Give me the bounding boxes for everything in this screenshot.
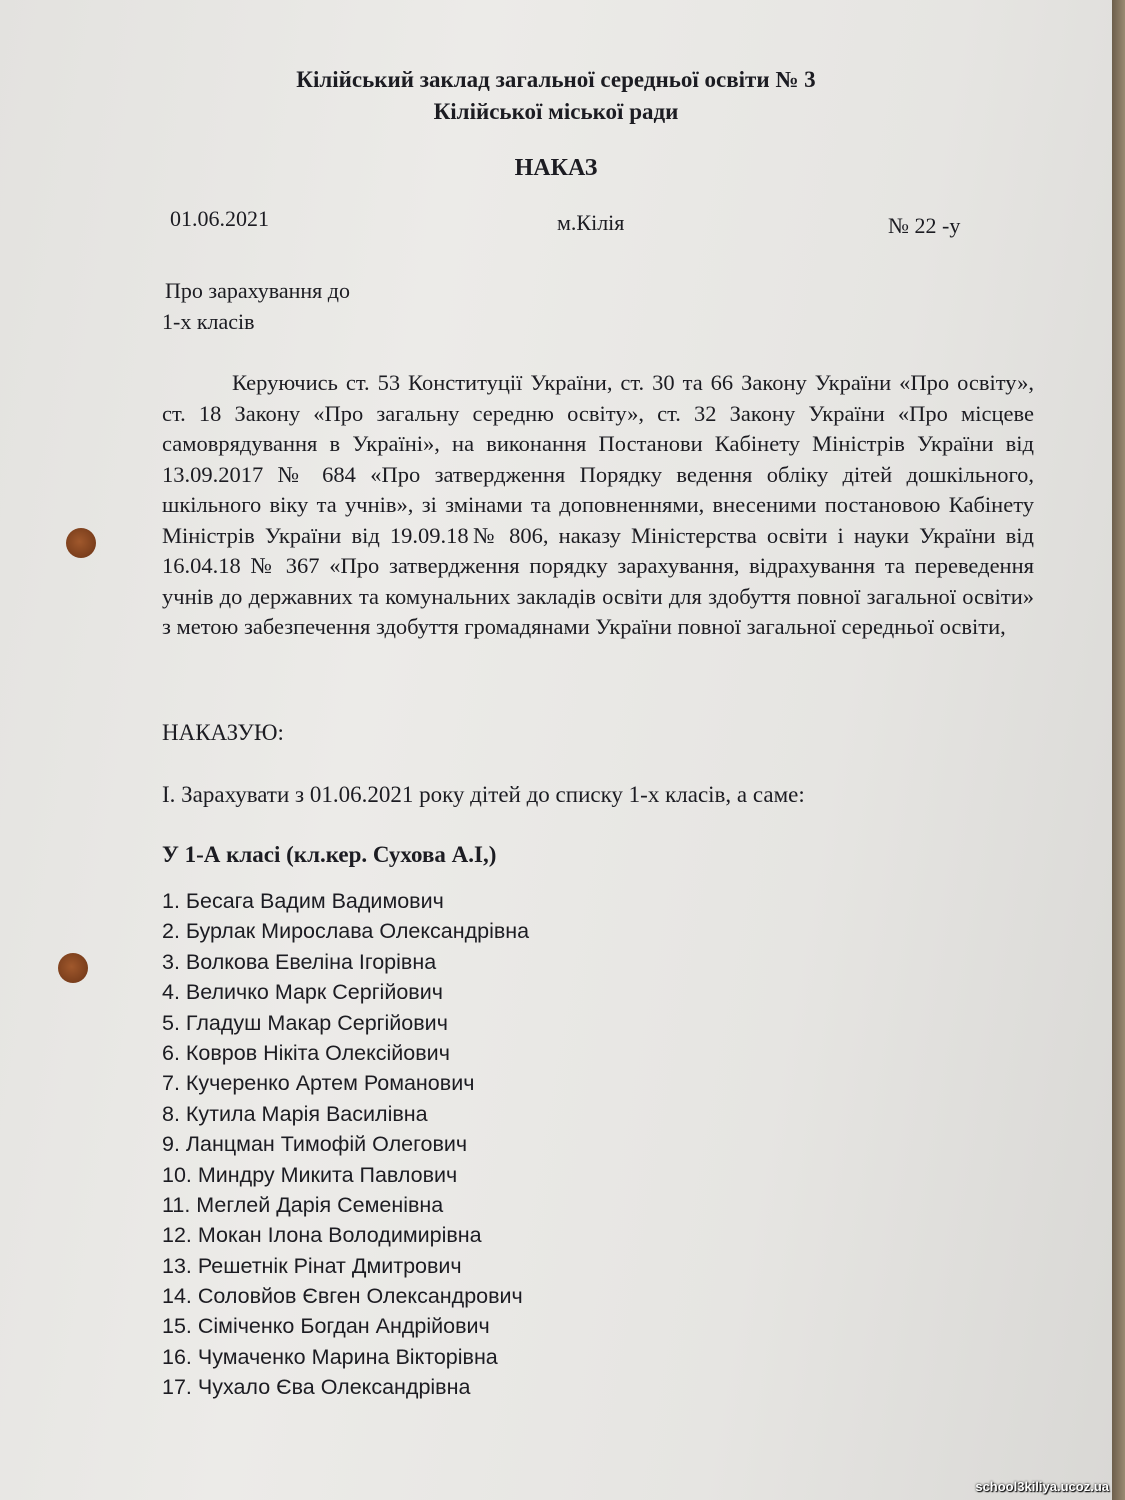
list-item: 12. Мокан Ілона Володимирівна — [162, 1223, 482, 1248]
list-item: 10. Миндру Микита Павлович — [162, 1162, 458, 1187]
list-item: 11. Меглей Дарія Семенівна — [162, 1192, 444, 1217]
institution-name-line2: Кілійської міської ради — [433, 99, 679, 124]
punch-hole-bottom — [58, 953, 88, 983]
list-item: 14. Соловйов Євген Олександрович — [162, 1284, 523, 1309]
list-item: 8. Кутила Марія Василівна — [162, 1101, 428, 1126]
subject-line1: Про зарахування до — [165, 278, 350, 303]
list-item: 3. Волкова Евеліна Ігорівна — [162, 949, 437, 974]
list-item: 13. Решетнік Рінат Дмитрович — [162, 1253, 462, 1278]
background-edge — [1112, 0, 1125, 1500]
list-item: 4. Величко Марк Сергійович — [162, 980, 443, 1005]
class-heading: У 1-А класі (кл.кер. Сухова А.І,) — [162, 842, 497, 867]
list-item: 17. Чухало Єва Олександрівна — [162, 1375, 471, 1400]
document-type: НАКАЗ — [514, 155, 598, 181]
site-watermark: school3kiliya.ucoz.ua — [975, 1479, 1109, 1494]
subject-line2: 1-х класів — [162, 309, 255, 334]
institution-name-line1: Кілійський заклад загальної середньої освіти № 3 — [296, 67, 816, 92]
list-item: 15. Сіміченко Богдан Андрійович — [162, 1314, 490, 1339]
preamble-paragraph: Керуючись ст. 53 Конституції України, ст. 30 та 66 Закону України «Про освіту», ст. 18 Закону «Про загальну середню освіту», ст. 32 Закону України «Про місцеве самоврядування в Україні», на виконання Постанови Кабінету Міністрів України від 13.09.2017 № 684 «Про затвердження Порядку ведення обліку дітей дошкільного, шкільного віку та учнів», зі змінами та доповненнями, внесеними постановою Кабінету Міністрів України від 19.09.18№ 806, наказу Міністерства освіти і науки України від 16.04.18 № 367 «Про затвердження порядку зарахування, відрахування та переведення учнів до державних та комунальних закладів освіти для здобуття повної загальної освіти» з метою забезпечення здобуття громадянами України повної загальної середньої освіти, — [162, 370, 1034, 639]
order-date: 01.06.2021 — [170, 206, 269, 231]
list-item: 9. Ланцман Тимофій Олегович — [162, 1132, 468, 1157]
list-item: 2. Бурлак Мирослава Олександрівна — [162, 919, 530, 944]
punch-hole-top — [66, 528, 96, 558]
order-item-1: I. Зарахувати з 01.06.2021 року дітей до списку 1-х класів, а саме: — [162, 782, 805, 807]
list-item: 7. Кучеренко Артем Романович — [162, 1071, 475, 1096]
order-number: № 22 -у — [888, 213, 961, 238]
student-list — [162, 886, 529, 1403]
list-item: 1. Бесага Вадим Вадимович — [162, 889, 444, 913]
list-item: 6. Ковров Нікіта Олексійович — [162, 1040, 450, 1065]
order-word: НАКАЗУЮ: — [162, 720, 284, 745]
list-item: 5. Гладуш Макар Сергійович — [162, 1010, 448, 1035]
list-item: 16. Чумаченко Марина Вікторівна — [162, 1344, 498, 1369]
order-city: м.Кілія — [557, 210, 625, 235]
